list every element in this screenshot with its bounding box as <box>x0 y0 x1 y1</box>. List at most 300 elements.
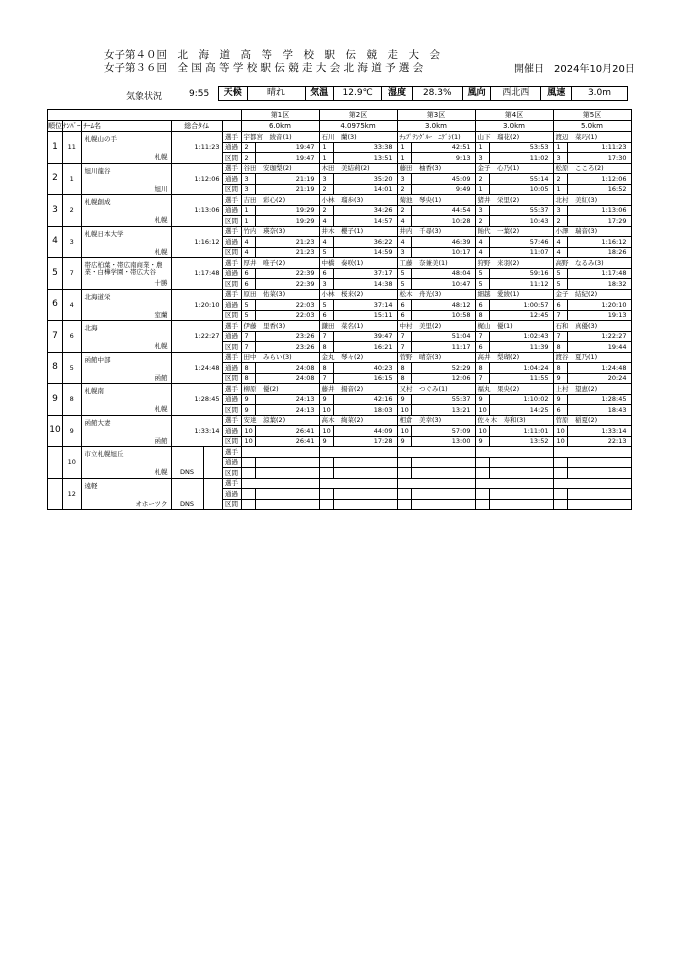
section-time: 21:19 <box>255 184 319 195</box>
section-time: 11:12 <box>489 279 553 290</box>
pass-time: 42:16 <box>333 394 397 405</box>
runner-name: 又村 つぐみ(1) <box>397 384 475 395</box>
team-number-cell: 1 <box>63 163 82 195</box>
pass-time: 53:53 <box>489 142 553 153</box>
pass-position: 8 <box>475 363 489 374</box>
section-name: 第4区 <box>475 110 553 121</box>
runner-name: 石川 蘭(3) <box>319 132 397 143</box>
rank-cell: 4 <box>48 226 63 258</box>
section-position: 9 <box>319 436 333 447</box>
section-time: 14:01 <box>333 184 397 195</box>
pass-time: 19:29 <box>255 205 319 216</box>
pass-time: 48:12 <box>411 300 475 311</box>
section-time: 11:55 <box>489 373 553 384</box>
runner-name <box>397 447 475 458</box>
pass-time: 24:08 <box>255 363 319 374</box>
pass-position <box>475 489 489 500</box>
section-time: 22:39 <box>255 279 319 290</box>
section-time: 24:08 <box>255 373 319 384</box>
number-header: ﾅﾝﾊﾞｰ <box>63 121 81 130</box>
team-cell <box>81 226 171 258</box>
runner-name: 細越 愛綾(1) <box>475 289 553 300</box>
pass-time: 36:22 <box>333 237 397 248</box>
section-position: 4 <box>319 216 333 227</box>
pass-position <box>319 489 333 500</box>
total-time-cell: 1:28:45 <box>171 384 222 416</box>
runner-name: 藤井 揚音(2) <box>319 384 397 395</box>
pass-position: 9 <box>397 394 411 405</box>
pass-time: 19:47 <box>255 142 319 153</box>
header-blank <box>48 110 242 121</box>
temperature-label: 気温 <box>306 87 335 100</box>
pass-position: 9 <box>553 394 567 405</box>
runner-name <box>319 447 397 458</box>
pass-time: 23:26 <box>255 331 319 342</box>
section-time: 10:43 <box>489 216 553 227</box>
runner-name: 吉田 彩心(2) <box>241 195 319 206</box>
row-type-label: 区間 <box>222 405 241 416</box>
pass-time <box>411 457 475 468</box>
section-time: 11:39 <box>489 342 553 353</box>
pass-time: 22:39 <box>255 268 319 279</box>
section-position: 2 <box>319 184 333 195</box>
pass-time: 1:20:10 <box>567 300 631 311</box>
pass-position: 10 <box>475 426 489 437</box>
team-number-cell: 11 <box>63 132 82 164</box>
row-type-label: 通過 <box>222 426 241 437</box>
pass-time <box>333 489 397 500</box>
section-position <box>397 468 411 479</box>
total-time-blank <box>203 447 222 479</box>
section-position <box>475 499 489 510</box>
section-distance: 4.0975km <box>319 121 397 132</box>
rank-cell: 7 <box>48 321 63 353</box>
row-type-label: 選手 <box>222 478 241 489</box>
row-type-label: 区間 <box>222 436 241 447</box>
pass-time: 55:37 <box>411 394 475 405</box>
section-position: 5 <box>397 279 411 290</box>
pass-position <box>475 457 489 468</box>
section-time <box>255 468 319 479</box>
pass-position: 4 <box>319 237 333 248</box>
weather-time: 9:55 <box>189 89 210 99</box>
runner-name: 厚井 唯子(2) <box>241 258 319 269</box>
pass-position: 3 <box>397 174 411 185</box>
team-cell <box>81 289 171 321</box>
wind-direction-value: 西北西 <box>491 87 541 100</box>
section-position: 7 <box>241 342 255 353</box>
section-position: 3 <box>475 153 489 164</box>
pass-time <box>255 457 319 468</box>
pass-position: 7 <box>241 331 255 342</box>
total-time-header: 総合ﾀｲﾑ <box>171 121 222 132</box>
runner-name: 井木 櫻子(1) <box>319 226 397 237</box>
section-position: 6 <box>553 405 567 416</box>
pass-position: 9 <box>475 394 489 405</box>
pass-time: 42:51 <box>411 142 475 153</box>
pass-position: 8 <box>319 363 333 374</box>
section-time: 9:49 <box>411 184 475 195</box>
pass-time: 52:29 <box>411 363 475 374</box>
table-row <box>48 415 632 426</box>
total-time-cell: 1:11:23 <box>171 132 222 164</box>
runner-name: 藤田 柚香(3) <box>397 163 475 174</box>
wind-speed-label: 風速 <box>541 87 571 100</box>
pass-time: 1:02:43 <box>489 331 553 342</box>
team-name: 市立札幌旭丘 <box>84 450 124 458</box>
section-position: 2 <box>553 216 567 227</box>
section-name: 第3区 <box>397 110 475 121</box>
section-time: 24:13 <box>255 405 319 416</box>
pass-time <box>567 489 631 500</box>
section-time: 17:30 <box>567 153 631 164</box>
pass-position <box>397 457 411 468</box>
section-time <box>411 468 475 479</box>
section-position <box>475 468 489 479</box>
team-cell <box>81 321 171 353</box>
pass-time <box>333 457 397 468</box>
pass-time: 59:16 <box>489 268 553 279</box>
team-number-cell: 10 <box>63 447 82 479</box>
section-position: 1 <box>397 153 411 164</box>
pass-position: 3 <box>475 205 489 216</box>
pass-time: 57:46 <box>489 237 553 248</box>
pass-position: 5 <box>475 268 489 279</box>
runner-name: 高井 梨瑚(2) <box>475 352 553 363</box>
pass-time: 40:23 <box>333 363 397 374</box>
runner-name: 木田 美結莉(2) <box>319 163 397 174</box>
section-position: 4 <box>475 247 489 258</box>
runner-name: 狩野 来羽(2) <box>475 258 553 269</box>
pass-time: 48:04 <box>411 268 475 279</box>
section-position: 4 <box>397 216 411 227</box>
pass-time <box>567 457 631 468</box>
table-row <box>48 195 632 206</box>
team-cell <box>81 352 171 384</box>
section-position: 3 <box>397 247 411 258</box>
pass-position <box>241 489 255 500</box>
pass-time: 55:37 <box>489 205 553 216</box>
team-district: 札幌 <box>154 342 168 350</box>
team-district: 札幌 <box>154 468 168 476</box>
section-time: 10:28 <box>411 216 475 227</box>
pass-time: 1:11:23 <box>567 142 631 153</box>
runner-name: ﾁｪﾌﾟﾃﾝｸﾞﾙｰ ﾆｹﾞｼ(1) <box>397 132 475 143</box>
pass-position <box>397 489 411 500</box>
table-row <box>48 352 632 363</box>
held-date: 開催日 2024年10月20日 <box>514 64 635 75</box>
team-header: ﾁｰﾑ名 <box>81 121 171 132</box>
pass-time: 1:10:02 <box>489 394 553 405</box>
runner-name: 工藤 奈兼美(1) <box>397 258 475 269</box>
pass-position: 7 <box>475 331 489 342</box>
row-type-label: 通過 <box>222 300 241 311</box>
team-number-cell: 9 <box>63 415 82 447</box>
pass-position <box>319 457 333 468</box>
team-name: 帯広柏葉・帯広南商業・農業・白樺学園・帯広大谷 <box>84 261 163 277</box>
row-type-label: 通過 <box>222 268 241 279</box>
section-position: 1 <box>553 184 567 195</box>
pass-position: 2 <box>241 142 255 153</box>
section-position: 8 <box>475 310 489 321</box>
row-type-label: 区間 <box>222 247 241 258</box>
temperature-value: 12.9℃ <box>334 87 382 100</box>
pass-position: 4 <box>475 237 489 248</box>
header-row-columns <box>48 121 632 132</box>
total-time-cell: 1:20:10 <box>171 289 222 321</box>
runner-name: 松木 舟光(3) <box>397 289 475 300</box>
runner-name: 松原 こころ(2) <box>553 163 631 174</box>
pass-time: 1:04:24 <box>489 363 553 374</box>
table-row <box>48 289 632 300</box>
pass-time: 57:09 <box>411 426 475 437</box>
section-time: 13:00 <box>411 436 475 447</box>
pass-position: 10 <box>553 426 567 437</box>
section-time: 11:17 <box>411 342 475 353</box>
team-district: 十勝 <box>154 279 168 287</box>
section-position: 7 <box>553 310 567 321</box>
pass-time: 1:00:57 <box>489 300 553 311</box>
weather-box <box>218 86 628 101</box>
runner-name: 金子 心乃(1) <box>475 163 553 174</box>
pass-time: 37:14 <box>333 300 397 311</box>
section-position: 7 <box>397 342 411 353</box>
runner-name: 山下 瑠花(2) <box>475 132 553 143</box>
section-time: 17:28 <box>333 436 397 447</box>
pass-position: 6 <box>553 300 567 311</box>
runner-name: 上村 望恵(2) <box>553 384 631 395</box>
rank-cell: 2 <box>48 163 63 195</box>
section-position: 9 <box>241 405 255 416</box>
row-type-label: 選手 <box>222 226 241 237</box>
section-time: 19:47 <box>255 153 319 164</box>
section-position: 7 <box>475 373 489 384</box>
pass-position: 2 <box>475 174 489 185</box>
section-position: 6 <box>475 342 489 353</box>
team-district: 札幌 <box>154 405 168 413</box>
section-position: 10 <box>319 405 333 416</box>
pass-time: 26:41 <box>255 426 319 437</box>
humidity-label: 湿度 <box>382 87 412 100</box>
pass-position: 6 <box>241 268 255 279</box>
section-time: 22:13 <box>567 436 631 447</box>
team-name: 札幌山の手 <box>84 135 117 143</box>
pass-position: 4 <box>397 237 411 248</box>
section-time <box>333 499 397 510</box>
row-type-label: 区間 <box>222 373 241 384</box>
runner-name <box>241 478 319 489</box>
pass-time: 46:39 <box>411 237 475 248</box>
title-line-2: 女子第３６回 全 国 高 等 学 校 駅 伝 競 走 大 会 北 海 道 予 選 会 <box>104 62 424 74</box>
row-type-label: 区間 <box>222 310 241 321</box>
weather-condition-label: 天候 <box>219 87 248 100</box>
section-position: 2 <box>475 216 489 227</box>
team-name: 札幌創成 <box>84 198 111 206</box>
section-time: 18:03 <box>333 405 397 416</box>
team-name: 函館大妻 <box>84 418 111 427</box>
runner-name <box>553 478 631 489</box>
pass-time: 33:38 <box>333 142 397 153</box>
pass-position: 5 <box>553 268 567 279</box>
row-type-label: 選手 <box>222 415 241 426</box>
section-time: 23:26 <box>255 342 319 353</box>
section-position <box>397 499 411 510</box>
row-type-label: 選手 <box>222 447 241 458</box>
section-position <box>319 499 333 510</box>
pass-position: 7 <box>319 331 333 342</box>
team-number-cell: 7 <box>63 258 82 290</box>
dns-cell: DNS <box>171 478 203 510</box>
row-type-label: 区間 <box>222 499 241 510</box>
total-time-cell: 1:12:06 <box>171 163 222 195</box>
title-line-1: 女子第４０回 北 海 道 高 等 学 校 駅 伝 競 走 大 会 <box>104 49 440 61</box>
section-position: 10 <box>397 405 411 416</box>
section-position: 6 <box>241 279 255 290</box>
team-cell <box>81 384 171 416</box>
section-time: 11:02 <box>489 153 553 164</box>
pass-position: 9 <box>241 394 255 405</box>
pass-time: 39:47 <box>333 331 397 342</box>
table-row <box>48 384 632 395</box>
row-type-label: 区間 <box>222 342 241 353</box>
pass-position: 2 <box>397 205 411 216</box>
runner-name: 竹内 瑛奈(3) <box>241 226 319 237</box>
section-position: 4 <box>553 247 567 258</box>
pass-position: 4 <box>553 237 567 248</box>
section-position: 1 <box>241 216 255 227</box>
runner-name: 金子 結紀(2) <box>553 289 631 300</box>
team-district: 室蘭 <box>154 310 168 319</box>
pass-time: 22:03 <box>255 300 319 311</box>
type-header-blank <box>222 121 241 132</box>
total-time-cell: 1:17:48 <box>171 258 222 290</box>
section-time: 26:41 <box>255 436 319 447</box>
pass-position: 3 <box>319 174 333 185</box>
row-type-label: 通過 <box>222 363 241 374</box>
section-position: 9 <box>553 373 567 384</box>
runner-name: 中村 美里(2) <box>397 321 475 332</box>
section-time: 22:03 <box>255 310 319 321</box>
team-name: 函館中部 <box>84 355 111 364</box>
runner-name: 菅野 晴奈(3) <box>397 352 475 363</box>
team-district: 札幌 <box>154 247 168 256</box>
row-type-label: 選手 <box>222 384 241 395</box>
pass-position <box>553 489 567 500</box>
pass-time: 1:28:45 <box>567 394 631 405</box>
section-position: 3 <box>241 184 255 195</box>
rank-cell: 3 <box>48 195 63 227</box>
row-type-label: 選手 <box>222 163 241 174</box>
section-time: 10:17 <box>411 247 475 258</box>
section-time: 15:11 <box>333 310 397 321</box>
runner-name: 小澤 瑞音(3) <box>553 226 631 237</box>
weather-label: 気象状況 <box>126 92 163 102</box>
section-position: 1 <box>319 153 333 164</box>
table-row <box>48 226 632 237</box>
pass-position: 2 <box>319 205 333 216</box>
row-type-label: 区間 <box>222 468 241 479</box>
row-type-label: 通過 <box>222 142 241 153</box>
runner-name: 谷田 安珈梨(2) <box>241 163 319 174</box>
pass-position: 6 <box>475 300 489 311</box>
pass-time: 1:16:12 <box>567 237 631 248</box>
section-time: 16:21 <box>333 342 397 353</box>
row-type-label: 通過 <box>222 394 241 405</box>
wind-speed-value: 3.0m <box>587 88 612 98</box>
team-district: オホーツク <box>135 499 168 508</box>
wind-direction-label: 風向 <box>463 87 492 100</box>
total-time-cell: 1:22:27 <box>171 321 222 353</box>
section-position <box>241 468 255 479</box>
total-time-cell: 1:24:48 <box>171 352 222 384</box>
row-type-label: 通過 <box>222 237 241 248</box>
section-time: 14:25 <box>489 405 553 416</box>
runner-name: 原田 佑菜(3) <box>241 289 319 300</box>
runner-name <box>319 478 397 489</box>
runner-name: 高野 なるみ(3) <box>553 258 631 269</box>
section-time: 16:52 <box>567 184 631 195</box>
pass-time: 1:22:27 <box>567 331 631 342</box>
row-type-label: 通過 <box>222 331 241 342</box>
pass-position: 6 <box>319 268 333 279</box>
section-time: 20:24 <box>567 373 631 384</box>
row-type-label: 選手 <box>222 321 241 332</box>
runner-name <box>475 478 553 489</box>
pass-time: 44:09 <box>333 426 397 437</box>
runner-name: 佐々木 寿和(3) <box>475 415 553 426</box>
row-type-label: 区間 <box>222 153 241 164</box>
section-time: 10:05 <box>489 184 553 195</box>
section-time: 21:23 <box>255 247 319 258</box>
section-time <box>567 499 631 510</box>
pass-time <box>255 489 319 500</box>
runner-name: 福丸 果央(2) <box>475 384 553 395</box>
team-cell <box>81 195 171 227</box>
row-type-label: 選手 <box>222 289 241 300</box>
team-name: 札幌南 <box>84 387 104 395</box>
section-position: 4 <box>241 247 255 258</box>
total-time-cell: 1:33:14 <box>171 415 222 447</box>
runner-name: 石和 真優(3) <box>553 321 631 332</box>
row-type-label: 区間 <box>222 279 241 290</box>
team-name: 札幌日本大学 <box>84 229 124 238</box>
pass-position: 8 <box>397 363 411 374</box>
row-type-label: 区間 <box>222 216 241 227</box>
runner-name: 菅原 稲夏(2) <box>553 415 631 426</box>
section-time: 19:29 <box>255 216 319 227</box>
team-cell <box>81 163 171 195</box>
team-cell <box>81 447 171 479</box>
section-time <box>567 468 631 479</box>
section-time: 13:51 <box>333 153 397 164</box>
section-position <box>553 499 567 510</box>
section-position: 8 <box>397 373 411 384</box>
pass-time: 24:13 <box>255 394 319 405</box>
runner-name: 小林 瑠歩(3) <box>319 195 397 206</box>
rank-header: 順位 <box>48 121 62 130</box>
pass-position: 5 <box>319 300 333 311</box>
total-time-cell: 1:16:12 <box>171 226 222 258</box>
section-time: 12:06 <box>411 373 475 384</box>
team-cell <box>81 132 171 164</box>
pass-position: 4 <box>241 237 255 248</box>
team-cell <box>81 478 171 510</box>
section-position: 8 <box>241 373 255 384</box>
pass-time: 21:19 <box>255 174 319 185</box>
pass-time <box>411 489 475 500</box>
section-time <box>489 499 553 510</box>
pass-position: 5 <box>241 300 255 311</box>
